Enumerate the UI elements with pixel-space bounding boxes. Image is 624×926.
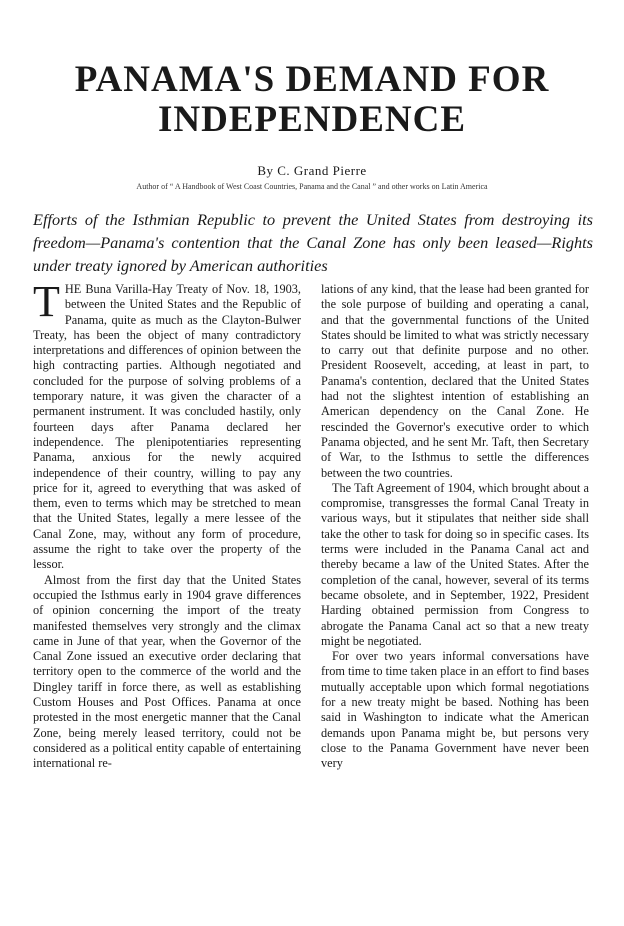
byline: By C. Grand Pierre (257, 163, 367, 178)
paragraph: Almost from the first day that the United States occupied the Isthmus early in 1904 grave differences of opinion concerning the import of the treaty manifested themselves very strongly and the climax came in June of that year, when the Governor of the Canal Zone issued an executive order declaring that territory open to the commerce of the world and the Dingley tariff in force there, as well as establishing Custom Houses and Post Offices. Panama at once protested in the most energetic manner that the Canal Zone, being merely leased territory, could not be considered as a political entity capable of entertaining international re- (33, 572, 301, 771)
paragraph: The Taft Agreement of 1904, which brought about a compromise, transgresses the formal Canal Treaty in various ways, but it stipulates that neither side shall take the other to task for doing so in specific cases. Its terms were included in the Panama Canal act and thereby became a law of the United States. After the completion of the canal, however, several of its terms became obsolete, and in September, 1922, President Harding obtained permission from Congress to abrogate the Panama Canal act so that a new treaty might be negotiated. (321, 480, 589, 648)
article-title-line-1: PANAMA'S DEMAND FOR (74, 59, 550, 100)
left-column (33, 277, 301, 772)
article-subtitle: Efforts of the Isthmian Republic to prevent the United States from destroying its freedom—Panama's contention that the Canal Zone has only been leased—Rights under treaty ignored by American authorities (33, 210, 593, 275)
article-title-line-2: INDEPENDENCE (157, 99, 467, 140)
paragraph-text: HE Buna Varilla-Hay Treaty of Nov. 18, 1903, between the United States and the Republic of Panama, quite as much as the Clayton-Bulwer Treaty, has been the object of many contradictory interpretations and differences of opinion between the high contracting parties. Although negotiated and concluded for the purpose of solving problems of a temporary nature, it was given the character of a permanent instrument. It was concluded hastily, only fourteen days after Panama declared her independence. The plenipotentiaries representing Panama, anxious for the newly acquired independence of their country, willing to pay any price for it, agreed to everything that was asked of them, even to terms which may be stretched to mean that the United States, legally a mere lessee of the Canal Zone, may, without any form of procedure, assume the right to take over the property of the lessor. (33, 282, 301, 572)
paragraph: For over two years informal conversations have from time to time taken place in an effort to find bases mutually acceptable upon which formal negotiations for a new treaty might be based. Nothing has been said in Washington to indicate what the American demands upon Panama might be, but persons very close to the Panama Government have never been very (321, 649, 589, 771)
right-column (321, 282, 589, 772)
paragraph: lations of any kind, that the lease had been granted for the sole purpose of building and operating a canal, and that the governmental functions of the United States should be limited to what was strictly necessary to carry out that definite purpose and no other. President Roosevelt, acceding, at least in part, to Panama's contention, declared that the United States had not the slightest intention of establishing an American dependency on the Canal Zone. He rescinded the Governor's executive order to which Panama objected, and he sent Mr. Taft, then Secretary of War, to the Isthmus to settle the differences between the two countries. (321, 282, 589, 480)
paragraph (33, 277, 301, 573)
author-note: Author of “ A Handbook of West Coast Countries, Panama and the Canal ” and other works on Latin America (136, 182, 488, 191)
drop-cap: T (33, 277, 60, 326)
